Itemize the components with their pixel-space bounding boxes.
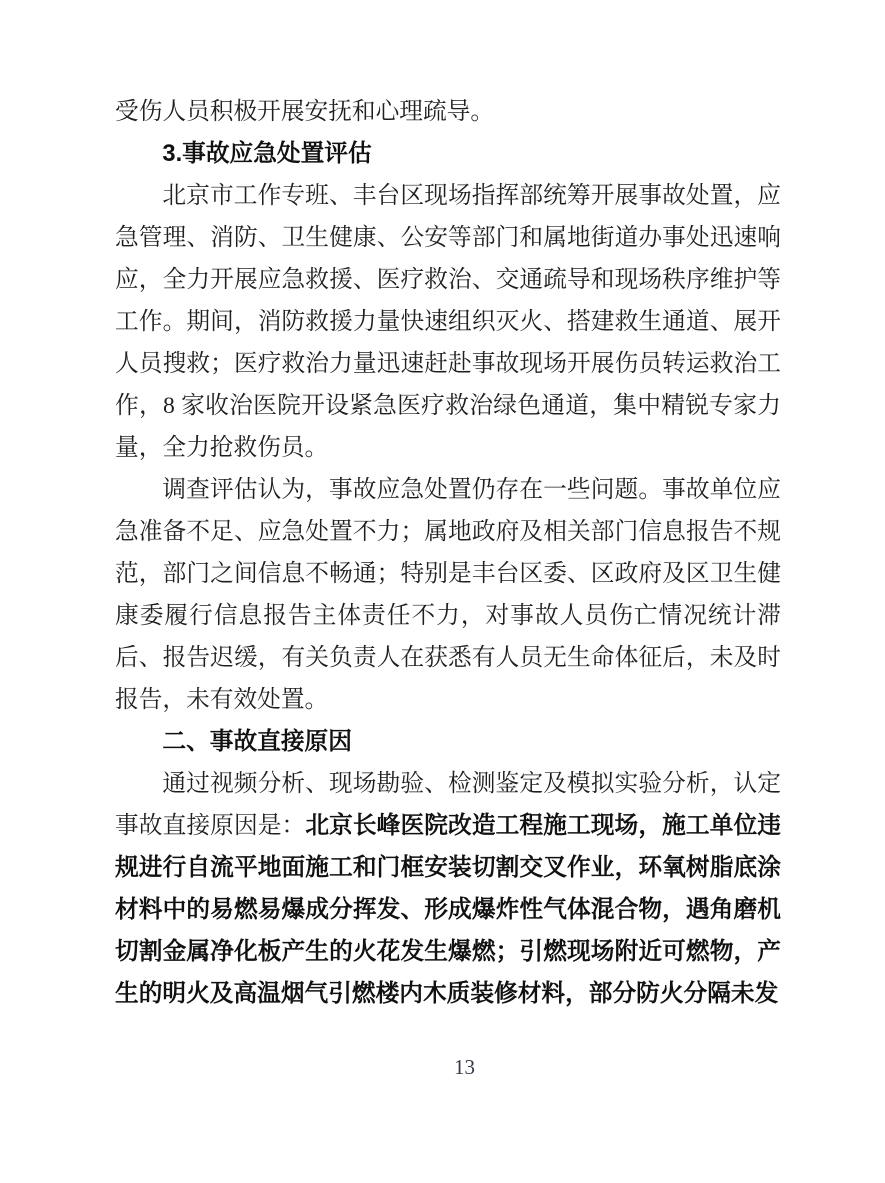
document-text-block <box>115 91 781 1015</box>
direct-cause-emphasis-text: 北京长峰医院改造工程施工现场，施工单位违规进行自流平地面施工和门框安装切割交叉作业，环氧树脂底涂材料中的易燃易爆成分挥发、形成爆炸性气体混合物，遇角磨机切割金属净化板产生的火花发生爆燃；引燃现场附近可燃物，产生的明火及高温烟气引燃楼内木质装修材料，部分防火分隔未发 <box>115 813 781 1007</box>
direct-cause-lead-text: 通过视频分析、现场勘验、检测鉴定及模拟实验分析，认定事故直接原因是： <box>115 771 781 839</box>
page-number: 13 <box>454 1055 475 1079</box>
section-heading-emergency-response-evaluation: 3.事故应急处置评估 <box>162 141 372 167</box>
paragraph-evaluation-problems: 调查评估认为，事故应急处置仍存在一些问题。事故单位应急准备不足、应急处置不力；属地政府及相关部门信息报告不规范，部门之间信息不畅通；特别是丰台区委、区政府及区卫生健康委履行信息报告主体责任不力，对事故人员伤亡情况统计滞后、报告迟缓，有关负责人在获悉有人员无生命体征后，未及时报告，未有效处置。 <box>115 477 781 713</box>
paragraph-continuation: 受伤人员积极开展安抚和心理疏导。 <box>115 99 495 125</box>
paragraph-direct-cause <box>115 763 781 1015</box>
paragraph-emergency-response: 北京市工作专班、丰台区现场指挥部统筹开展事故处置，应急管理、消防、卫生健康、公安等部门和属地街道办事处迅速响应，全力开展应急救援、医疗救治、交通疏导和现场秩序维护等工作。期间，消防救援力量快速组织灭火、搭建救生通道、展开人员搜救；医疗救治力量迅速赶赴事故现场开展伤员转运救治工作，8 家收治医院开设紧急医疗救治绿色通道，集中精锐专家力量，全力抢救伤员。 <box>115 183 781 461</box>
section-heading-direct-cause: 二、事故直接原因 <box>162 729 352 755</box>
